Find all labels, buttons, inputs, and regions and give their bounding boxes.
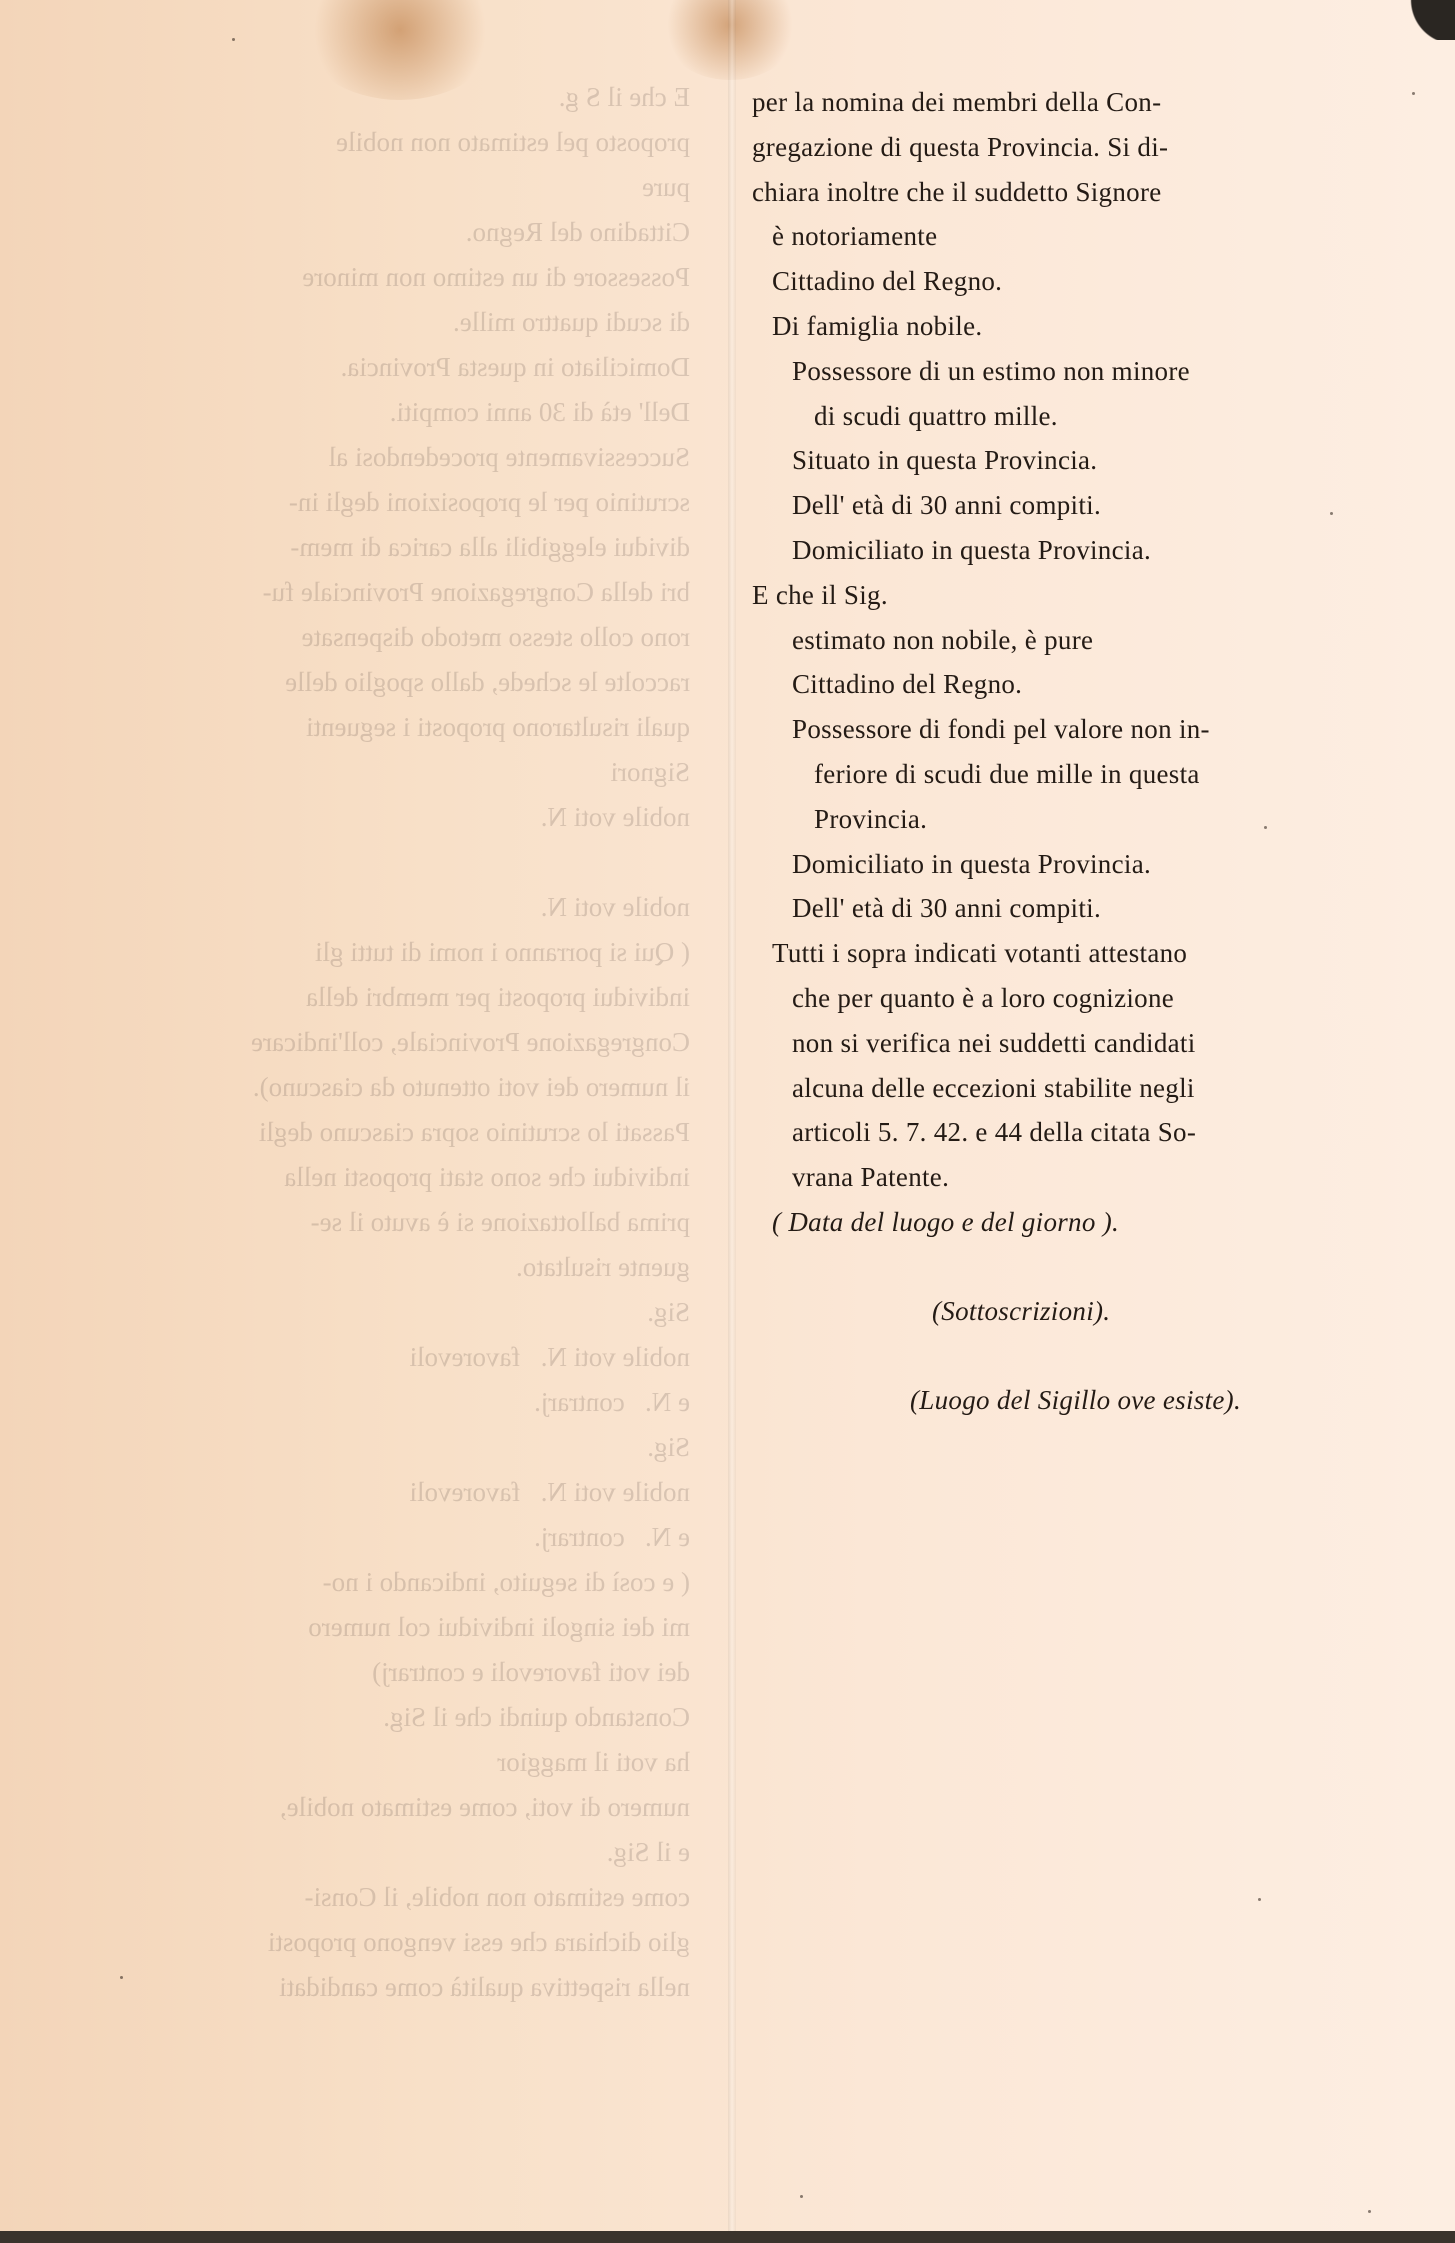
text-line: alcuna delle eccezioni stabilite negli: [792, 1072, 1195, 1103]
text-line: E che il Sig.: [752, 579, 888, 610]
seal-place-line: (Luogo del Sigillo ove esiste).: [910, 1384, 1241, 1415]
text-line: Possessore di fondi pel valore non in-: [792, 714, 1210, 745]
text-line: Possessore di un estimo non minore: [792, 355, 1190, 386]
signatures-line: (Sottoscrizioni).: [932, 1295, 1111, 1326]
text-line: di scudi quattro mille.: [814, 400, 1058, 431]
text-line: vrana Patente.: [792, 1162, 950, 1193]
page-fold: [728, 0, 736, 2243]
text-line: articoli 5. 7. 42. e 44 della citata So-: [792, 1117, 1197, 1148]
text-line: Situato in questa Provincia.: [792, 445, 1098, 476]
text-line: Dell' età di 30 anni compiti.: [792, 490, 1101, 521]
ink-speck: [1264, 826, 1267, 829]
ink-speck: [1368, 2210, 1371, 2213]
text-line: feriore di scudi due mille in questa: [814, 758, 1200, 789]
text-line: Dell' età di 30 anni compiti.: [792, 893, 1101, 924]
ink-speck: [1330, 512, 1333, 515]
text-line: non si verifica nei suddetti candidati: [792, 1027, 1196, 1058]
ink-speck: [1258, 1898, 1261, 1901]
text-line: Domiciliato in questa Provincia.: [792, 534, 1152, 565]
ink-speck: [800, 2195, 803, 2198]
ink-speck: [232, 38, 235, 41]
page-bottom-edge: [0, 2231, 1455, 2243]
text-line: per la nomina dei membri della Con-: [752, 87, 1162, 117]
text-line: estimato non nobile, è pure: [792, 624, 1094, 655]
text-line: che per quanto è a loro cognizione: [792, 982, 1175, 1013]
text-line: è notoriamente: [772, 221, 938, 252]
text-line: chiara inoltre che il suddetto Signore: [752, 176, 1162, 207]
ink-speck: [1412, 92, 1415, 95]
text-line: Di famiglia nobile.: [772, 310, 983, 341]
text-line: Cittadino del Regno.: [772, 266, 1003, 297]
torn-corner: [1395, 0, 1455, 40]
text-line: gregazione di questa Provincia. Si di-: [752, 131, 1169, 162]
text-line: Domiciliato in questa Provincia.: [792, 848, 1152, 879]
text-line: Cittadino del Regno.: [792, 669, 1023, 700]
text-line: Tutti i sopra indicati votanti attestano: [772, 938, 1188, 969]
text-line: Provincia.: [814, 803, 928, 834]
bleed-through-text: E che il S g. proposto pel estimato non nobile pure Cittadino del Regno. Possessore di un estimo non minore di scudi quattro mille. Domiciliato in questa Provincia. Dell' età di 30 anni compiti. Successivamente procedendosi al scrutinio per le proposizioni degli in- dividui eleggibili alla carica di mem- bri della Congregazione Provinciale fu- rono collo stesso metodo dispensate raccolte le schede, dallo spoglio delle quali risultarono proposti i seguenti Signori nobile voti N. nobile voti N. ( Qui si porranno i nomi di tutti gli individui proposti per membri della Congregazione Provinciale, coll'indicare il numero dei voti ottenuto da ciascuno). Passati lo scrutinio sopra ciascuno degli individui che sono stati proposti nella prima ballottazione si è avuto il se- guente risultato. Sig. nobile voti N. favorevoli e N. contrarj. Sig. nobile voti N. favorevoli e N. contrarj. ( e così di seguito, indicando i no- mi dei singoli individui col numero dei voti favorevoli e contrarj) Constando quindi che il Sig. ha voti il maggior numero di voti, come estimato nobile, e il Sig. come estimato non nobile, il Consi- glio dichiara che essi vengono proposti nella rispettiva qualità come candidati: [251, 82, 690, 2002]
ink-speck: [120, 1976, 123, 1979]
date-place-line: ( Data del luogo e del giorno ).: [772, 1206, 1120, 1237]
main-text-column: [752, 80, 1337, 1422]
